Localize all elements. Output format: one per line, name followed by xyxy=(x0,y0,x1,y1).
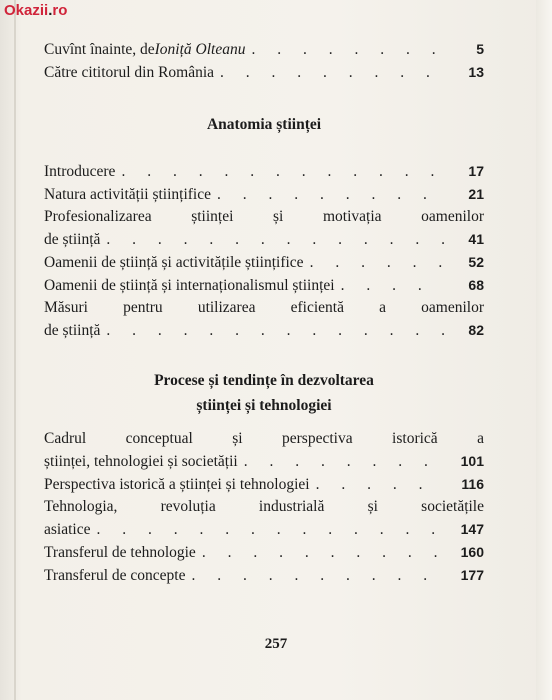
watermark-prefix: Okazii xyxy=(4,2,49,19)
page-right-edge xyxy=(536,0,552,700)
toc-page-number: 82 xyxy=(468,322,484,338)
toc-entry-author: Ioniță Olteanu xyxy=(154,41,246,58)
leader-dots xyxy=(106,229,444,251)
toc-page-number: 68 xyxy=(468,277,484,293)
toc-page-number: 17 xyxy=(468,163,484,179)
toc-page-number: 177 xyxy=(460,567,484,583)
toc-page-number: 41 xyxy=(468,231,484,247)
toc-entry-title: Cuvînt înainte, de xyxy=(44,41,155,58)
leader-dots xyxy=(121,161,444,183)
leader-dots xyxy=(202,542,444,564)
toc-entry xyxy=(44,428,484,473)
toc-entry xyxy=(44,160,484,183)
toc-entry xyxy=(44,206,484,251)
leader-dots xyxy=(217,184,444,206)
table-of-contents xyxy=(44,38,484,587)
leader-dots xyxy=(251,39,444,61)
leader-dots xyxy=(96,519,444,541)
section-entries xyxy=(44,428,484,587)
toc-entry-title: Perspectiva istorică a științei și tehnologiei xyxy=(44,476,310,493)
toc-entry-title: Natura activității științifice xyxy=(44,186,211,203)
toc-page-number: 5 xyxy=(476,41,484,57)
leader-dots xyxy=(191,565,444,587)
toc-entry xyxy=(44,251,484,274)
toc-page-number: 101 xyxy=(460,453,484,469)
toc-page-number: 21 xyxy=(468,186,484,202)
page-number: 257 xyxy=(264,636,288,652)
section-heading: Anatomia științei xyxy=(206,116,322,133)
section-heading xyxy=(44,368,484,418)
toc-entry xyxy=(44,183,484,206)
toc-entry-title-line: Măsuri pentru utilizarea eficientă a oamenilor xyxy=(44,299,484,316)
leader-dots xyxy=(106,320,444,342)
toc-entry-title-line: Cadrul conceptual și perspectiva istorică a xyxy=(44,430,484,447)
section-entries xyxy=(44,160,484,342)
toc-page-number: 160 xyxy=(460,544,484,560)
toc-page-number: 116 xyxy=(461,476,484,492)
toc-entry-title: Transferul de concepte xyxy=(44,567,186,584)
toc-entry-title: de știință xyxy=(44,322,101,339)
toc-entry xyxy=(44,496,484,541)
toc-entry xyxy=(44,473,484,496)
toc-entry-title-line: Profesionalizarea științei și motivația oamenilor xyxy=(44,208,484,225)
toc-entry-title: Către cititorul din România xyxy=(44,64,215,81)
toc-page-number: 147 xyxy=(460,521,484,537)
leader-dots xyxy=(310,252,444,274)
leader-dots xyxy=(316,474,444,496)
site-watermark xyxy=(4,2,67,19)
toc-entry-title: asiatice xyxy=(44,521,91,538)
toc-entry xyxy=(44,38,484,61)
toc-entry xyxy=(44,564,484,587)
toc-entry-title: Oamenii de știință și activitățile științifice xyxy=(44,254,304,271)
section-heading-line: Procese și tendințe în dezvoltarea xyxy=(154,372,374,389)
watermark-dot: . xyxy=(48,2,53,19)
toc-entry xyxy=(44,297,484,342)
leader-dots xyxy=(220,62,444,84)
toc-entry-title: Introducere xyxy=(44,163,116,180)
toc-page-number: 13 xyxy=(468,64,484,80)
leader-dots xyxy=(341,275,444,297)
toc-entry-title: de știință xyxy=(44,231,101,248)
toc-entry-title: Oamenii de știință și internaționalismul științei xyxy=(44,277,335,294)
toc-entry-title: științei, tehnologiei și societății xyxy=(44,453,238,470)
section-heading-line: științei și tehnologiei xyxy=(196,397,332,414)
toc-entry xyxy=(44,274,484,297)
toc-entry-title: Transferul de tehnologie xyxy=(44,544,196,561)
page-gutter xyxy=(14,0,16,700)
toc-entry-title-line: Tehnologia, revoluția industrială și societățile xyxy=(44,498,484,515)
leader-dots xyxy=(244,451,444,473)
watermark-suffix: ro xyxy=(52,2,68,19)
toc-entry xyxy=(44,61,484,84)
toc-entry xyxy=(44,541,484,564)
toc-page-number: 52 xyxy=(468,254,484,270)
